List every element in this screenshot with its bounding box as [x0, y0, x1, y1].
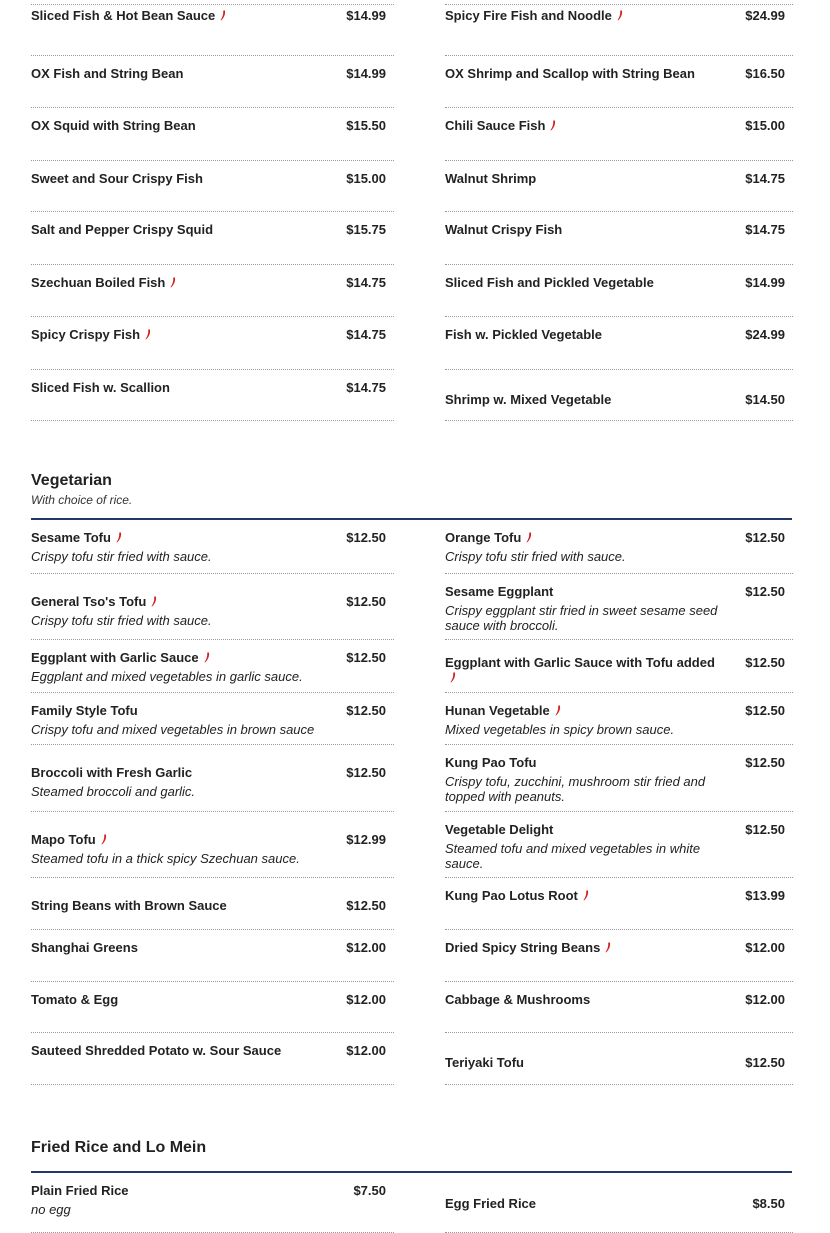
menu-item-price: $14.75: [745, 171, 785, 186]
menu-item-name: [31, 992, 331, 1007]
chili-pepper-icon: [605, 942, 611, 953]
menu-item-price: $12.50: [745, 584, 785, 599]
menu-item-name-text: Sliced Fish w. Scallion: [31, 380, 170, 395]
menu-item-price: $12.00: [745, 992, 785, 1007]
menu-item-name-text: Sauteed Shredded Potato w. Sour Sauce: [31, 1043, 282, 1058]
menu-item-name-text: OX Squid with String Bean: [31, 118, 196, 133]
menu-item: [445, 930, 793, 982]
chili-pepper-icon: [526, 532, 532, 543]
menu-item-name-text: Sliced Fish & Hot Bean Sauce: [31, 8, 216, 23]
menu-item-description: Steamed tofu and mixed vegetables in white sauce.: [445, 841, 701, 871]
menu-item: [31, 693, 394, 745]
menu-item: [445, 982, 793, 1033]
menu-item-name-text: Chili Sauce Fish: [445, 118, 546, 133]
menu-item: [445, 520, 793, 574]
chili-pepper-icon: [220, 10, 226, 21]
menu-item-name: [445, 703, 725, 718]
menu-item-name-text: Walnut Crispy Fish: [445, 222, 563, 237]
menu-item-name-text: Sesame Eggplant: [445, 584, 554, 599]
menu-item-name: [445, 1196, 725, 1211]
vegetarian-section-title: Vegetarian: [31, 472, 112, 489]
menu-item-name: [31, 594, 331, 609]
menu-item-price: $14.75: [346, 380, 386, 395]
menu-item-description: Crispy tofu stir fried with sauce.: [31, 613, 212, 628]
menu-item: [31, 56, 394, 108]
menu-item: [445, 878, 793, 930]
menu-item-description: Steamed broccoli and garlic.: [31, 784, 196, 799]
menu-item-description: Mixed vegetables in spicy brown sauce.: [445, 722, 675, 737]
vegetarian-left-column: [31, 520, 394, 1085]
menu-item-price: $14.75: [745, 222, 785, 237]
seafood-right-column: [445, 0, 793, 421]
menu-item-price: $24.99: [745, 327, 785, 342]
menu-item-name-text: Szechuan Boiled Fish: [31, 275, 166, 290]
menu-item-name-text: Egg Fried Rice: [445, 1196, 537, 1211]
menu-item-name-text: String Beans with Brown Sauce: [31, 898, 227, 913]
menu-item: [445, 108, 793, 161]
menu-item: [445, 317, 793, 370]
menu-item-price: $15.75: [346, 222, 386, 237]
menu-item: [445, 161, 793, 212]
menu-item-name-text: Sweet and Sour Crispy Fish: [31, 171, 203, 186]
menu-item-name: [31, 380, 331, 395]
menu-item: [445, 812, 793, 878]
menu-item-name-text: Mapo Tofu: [31, 832, 96, 847]
menu-item-name: [31, 832, 331, 847]
menu-item-price: $16.50: [745, 66, 785, 81]
menu-item-price: $12.00: [346, 992, 386, 1007]
menu-item-price: $15.50: [346, 118, 386, 133]
menu-item: [31, 1173, 394, 1233]
menu-item-price: $12.50: [745, 822, 785, 837]
chili-pepper-icon: [204, 652, 210, 663]
menu-item: [445, 574, 793, 640]
menu-item-name: [31, 1043, 331, 1058]
menu-item-name: [31, 327, 331, 342]
menu-item-name: [445, 940, 725, 955]
menu-item-name: [31, 703, 331, 718]
menu-item-name-text: Tomato & Egg: [31, 992, 119, 1007]
menu-item-description: Crispy tofu and mixed vegetables in brown sauce: [31, 722, 315, 737]
menu-item: [31, 317, 394, 370]
menu-item: [445, 212, 793, 265]
menu-item-price: $24.99: [745, 8, 785, 23]
menu-item-name: [31, 66, 331, 81]
menu-item: [31, 745, 394, 812]
menu-item-name-text: Salt and Pepper Crispy Squid: [31, 222, 214, 237]
menu-item-name: [445, 66, 725, 81]
menu-item: [31, 212, 394, 265]
menu-item-name: [445, 888, 725, 903]
menu-item-price: $12.50: [745, 530, 785, 545]
menu-item-name-text: Hunan Vegetable: [445, 703, 550, 718]
chili-pepper-icon: [170, 277, 176, 288]
menu-item-name: [31, 275, 331, 290]
menu-item-name: [445, 392, 725, 407]
chili-pepper-icon: [116, 532, 122, 543]
menu-item-name-text: Shrimp w. Mixed Vegetable: [445, 392, 612, 407]
menu-item-name: [445, 655, 725, 685]
menu-item-price: $12.50: [346, 703, 386, 718]
menu-item: [31, 370, 394, 421]
menu-item-description: Crispy tofu, zucchini, mushroom stir fried and topped with peanuts.: [445, 774, 706, 804]
menu-item-price: $14.50: [745, 392, 785, 407]
menu-item-name: [31, 8, 331, 23]
menu-item-price: $12.50: [745, 1055, 785, 1070]
menu-item-name: [445, 171, 725, 186]
menu-item-name-text: Spicy Fire Fish and Noodle: [445, 8, 612, 23]
menu-item-name-text: Family Style Tofu: [31, 703, 138, 718]
menu-item-name: [31, 530, 331, 545]
menu-item: [31, 108, 394, 161]
menu-item: [31, 520, 394, 574]
menu-item-name-text: Broccoli with Fresh Garlic: [31, 765, 193, 780]
menu-item-name-text: OX Shrimp and Scallop with String Bean: [445, 66, 695, 81]
menu-item: [445, 265, 793, 317]
menu-item-description: Steamed tofu in a thick spicy Szechuan sauce.: [31, 851, 300, 866]
menu-item-name: [445, 584, 725, 599]
menu-item-name: [445, 118, 725, 133]
menu-item-name-text: Dried Spicy String Beans: [445, 940, 601, 955]
vegetarian-section-subtitle: With choice of rice.: [31, 493, 133, 507]
chili-pepper-icon: [555, 705, 561, 716]
menu-item-price: $8.50: [752, 1196, 785, 1211]
menu-item: [31, 574, 394, 640]
menu-item-name: [31, 765, 331, 780]
menu-item-description: Crispy tofu stir fried with sauce.: [445, 549, 626, 564]
menu-item-name-text: Kung Pao Tofu: [445, 755, 537, 770]
menu-item: [445, 370, 793, 421]
menu-item: [31, 265, 394, 317]
menu-item-name-text: Cabbage & Mushrooms: [445, 992, 591, 1007]
menu-item-description: Eggplant and mixed vegetables in garlic sauce.: [31, 669, 303, 684]
menu-item: [31, 1033, 394, 1085]
menu-item-name-text: Fish w. Pickled Vegetable: [445, 327, 603, 342]
menu-item-name-text: Walnut Shrimp: [445, 171, 537, 186]
menu-item-price: $14.75: [346, 327, 386, 342]
menu-item-price: $12.50: [346, 530, 386, 545]
menu-item: [445, 1173, 793, 1233]
menu-item-description: Crispy tofu stir fried with sauce.: [31, 549, 212, 564]
menu-item: [31, 161, 394, 212]
menu-item-name-text: Eggplant with Garlic Sauce: [31, 650, 199, 665]
chili-pepper-icon: [583, 890, 589, 901]
menu-item-name-text: Sliced Fish and Pickled Vegetable: [445, 275, 654, 290]
seafood-left-column: [31, 0, 394, 421]
menu-item-name: [31, 940, 331, 955]
menu-item: [31, 982, 394, 1033]
chili-pepper-icon: [101, 834, 107, 845]
menu-item-price: $12.50: [346, 898, 386, 913]
menu-item-price: $15.00: [745, 118, 785, 133]
menu-item-price: $15.00: [346, 171, 386, 186]
menu-item-price: $12.50: [745, 703, 785, 718]
menu-item-name: [31, 171, 331, 186]
menu-item-price: $12.00: [346, 940, 386, 955]
menu-item-name-text: Sesame Tofu: [31, 530, 111, 545]
vegetarian-right-column: [445, 520, 793, 1085]
chili-pepper-icon: [550, 120, 556, 131]
menu-item-name-text: Orange Tofu: [445, 530, 522, 545]
menu-item-price: $12.50: [745, 755, 785, 770]
menu-item-name-text: Teriyaki Tofu: [445, 1055, 524, 1070]
menu-item-name: [31, 118, 331, 133]
menu-item: [445, 0, 793, 56]
menu-item-name-text: Eggplant with Garlic Sauce with Tofu added: [445, 655, 715, 670]
menu-item-name: [445, 8, 725, 23]
menu-item: [445, 745, 793, 812]
menu-item: [31, 0, 394, 56]
menu-item-price: $12.50: [346, 594, 386, 609]
menu-item-price: $12.50: [346, 650, 386, 665]
chili-pepper-icon: [145, 329, 151, 340]
menu-item-name-text: General Tso's Tofu: [31, 594, 147, 609]
menu-item-name: [445, 1055, 725, 1070]
menu-item-price: $14.99: [745, 275, 785, 290]
menu-item: [445, 56, 793, 108]
menu-item: [31, 640, 394, 693]
chili-pepper-icon: [617, 10, 623, 21]
menu-item: [31, 812, 394, 878]
menu-item-name-text: Plain Fried Rice: [31, 1183, 129, 1198]
menu-item-name-text: Shanghai Greens: [31, 940, 138, 955]
menu-item-name: [31, 222, 331, 237]
menu-item-name-text: Kung Pao Lotus Root: [445, 888, 578, 903]
menu-item-price: $14.75: [346, 275, 386, 290]
menu-item: [31, 878, 394, 930]
menu-item-name: [445, 530, 725, 545]
menu-item-description: Crispy eggplant stir fried in sweet sesame seed sauce with broccoli.: [445, 603, 718, 633]
menu-item-name: [445, 275, 725, 290]
menu-item: [445, 693, 793, 745]
menu-item-name: [445, 222, 725, 237]
menu-item-name: [445, 327, 725, 342]
menu-item-price: $14.99: [346, 8, 386, 23]
menu-item-name-text: OX Fish and String Bean: [31, 66, 184, 81]
menu-item-name-text: Spicy Crispy Fish: [31, 327, 141, 342]
chili-pepper-icon: [450, 672, 456, 683]
chili-pepper-icon: [151, 596, 157, 607]
fried-rice-right-column: [445, 1173, 793, 1233]
menu-item-price: $12.99: [346, 832, 386, 847]
menu-item-name: [445, 992, 725, 1007]
menu-item: [445, 640, 793, 693]
fried-rice-left-column: [31, 1173, 394, 1233]
menu-item-price: $14.99: [346, 66, 386, 81]
menu-item-price: $12.00: [745, 940, 785, 955]
fried-rice-section-title: Fried Rice and Lo Mein: [31, 1139, 207, 1156]
menu-item: [445, 1033, 793, 1085]
menu-item-name: [31, 650, 331, 665]
menu-item-name-text: Vegetable Delight: [445, 822, 554, 837]
menu-item-price: $12.50: [346, 765, 386, 780]
menu-item-price: $12.50: [745, 655, 785, 670]
menu-item-description: no egg: [31, 1202, 71, 1217]
menu-item-name: [31, 898, 331, 913]
menu-item: [31, 930, 394, 982]
menu-item-name: [445, 755, 725, 770]
menu-item-price: $7.50: [353, 1183, 386, 1198]
menu-item-price: $13.99: [745, 888, 785, 903]
menu-item-name: [31, 1183, 331, 1198]
menu-item-name: [445, 822, 725, 837]
menu-item-price: $12.00: [346, 1043, 386, 1058]
